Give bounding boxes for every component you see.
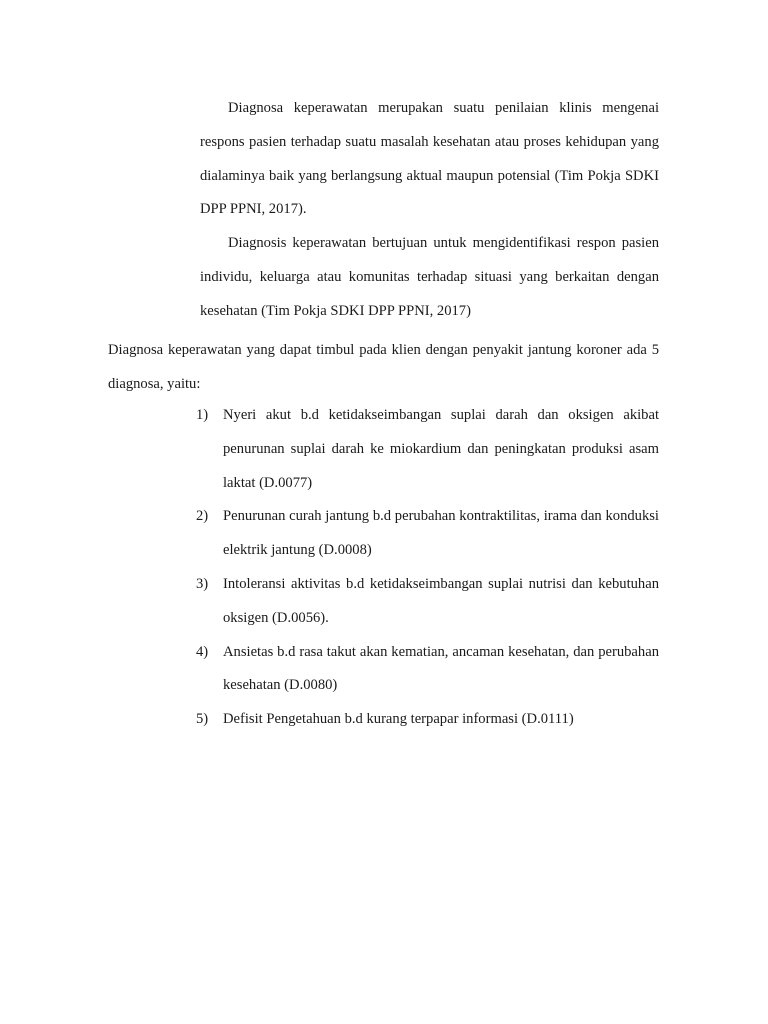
paragraph-purpose (200, 227, 659, 328)
list-item-text: Nyeri akut b.d ketidakseimbangan suplai darah dan oksigen akibat penurunan suplai darah ke miokardium dan peningkatan produksi asam laktat (D.0077) (223, 407, 659, 491)
list-item-number: 3) (196, 575, 209, 592)
paragraph-intro-list (108, 334, 659, 402)
list-item-text: Intoleransi aktivitas b.d ketidakseimbangan suplai nutrisi dan kebutuhan oksigen (D.0056). (223, 575, 659, 626)
list-item-number: 4) (196, 643, 209, 660)
list-item (196, 399, 659, 500)
list-item-text: Ansietas b.d rasa takut akan kematian, ancaman kesehatan, dan perubahan kesehatan (D.0080) (223, 643, 659, 694)
list-item (196, 568, 659, 636)
list-item (196, 703, 659, 737)
diagnosis-list (196, 399, 659, 737)
list-item (196, 636, 659, 704)
list-item (196, 500, 659, 568)
paragraph-text: Diagnosis keperawatan bertujuan untuk mengidentifikasi respon pasien individu, keluarga atau komunitas terhadap situasi yang berkaitan dengan kesehatan (Tim Pokja SDKI DPP PPNI, 2017) (200, 235, 659, 319)
list-item-number: 2) (196, 508, 209, 525)
list-item-text: Defisit Pengetahuan b.d kurang terpapar informasi (D.0111) (223, 711, 574, 728)
list-item-number: 5) (196, 711, 209, 728)
paragraph-text: Diagnosa keperawatan merupakan suatu penilaian klinis mengenai respons pasien terhadap suatu masalah kesehatan atau proses kehidupan yang dialaminya baik yang berlangsung aktual maupun potensial (Tim Pokja SDKI DPP PPNI, 2017). (200, 100, 659, 218)
paragraph-definition (200, 92, 659, 227)
list-item-number: 1) (196, 407, 209, 423)
list-item-text: Penurunan curah jantung b.d perubahan kontraktilitas, irama dan konduksi elektrik jantung (D.0008) (223, 508, 659, 559)
paragraph-text: Diagnosa keperawatan yang dapat timbul pada klien dengan penyakit jantung koroner ada 5 diagnosa, yaitu: (108, 342, 659, 392)
